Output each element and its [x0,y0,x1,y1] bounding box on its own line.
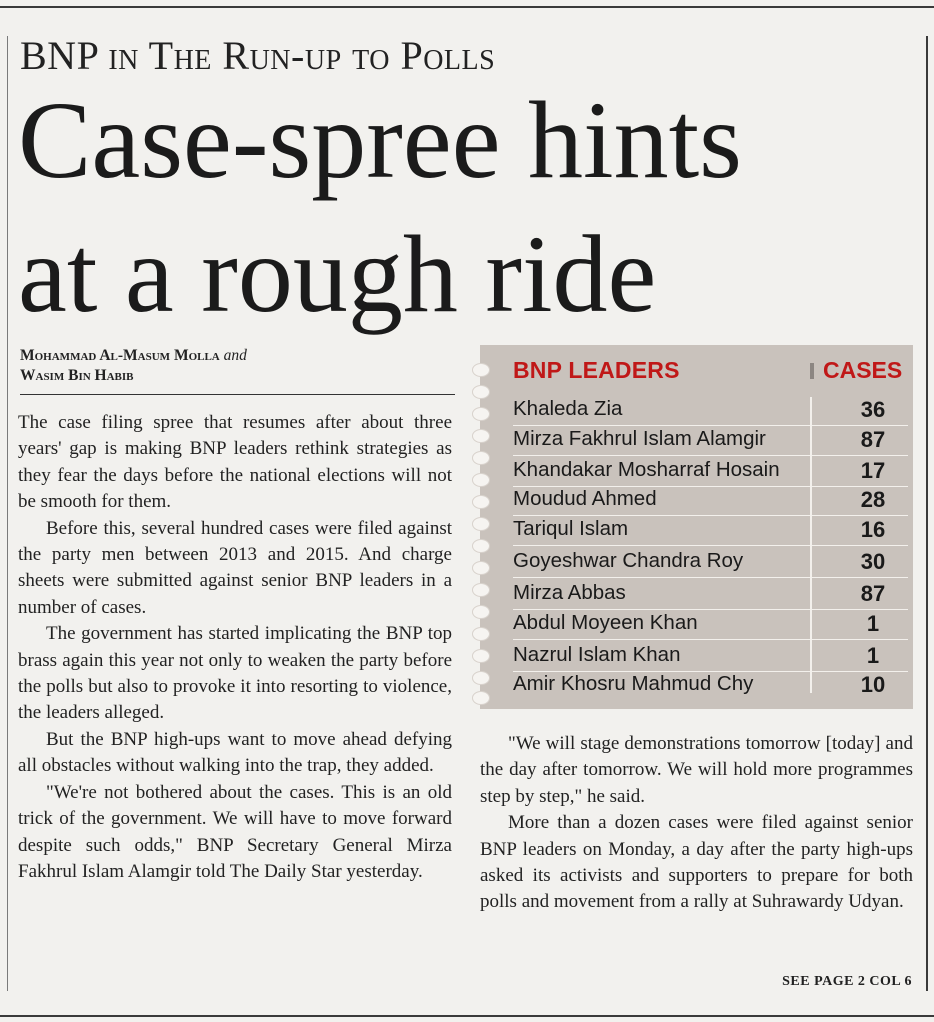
binder-ring-icon [472,363,490,377]
table-row [513,641,908,672]
left-rule [7,36,8,991]
header-divider [810,363,814,379]
binder-ring-icon [472,407,490,421]
cases-table [480,345,913,709]
headline-line-2: at a rough ride [18,213,657,335]
headline-line-1: Case-spree hints [18,79,742,201]
article-left-column [18,410,452,885]
binder-ring-icon [472,429,490,443]
table-header-leaders: BNP LEADERS [513,357,680,383]
table-header-cases: CASES [823,357,903,383]
binder-ring-icon [472,691,490,705]
paragraph-3: The government has started implicating the BNP top brass again this year not only to weaken the party before the polls but also to provoke it into resorting to violence, the leaders alleged. [18,623,452,724]
case-count: 30 [860,549,886,574]
top-rule [0,6,934,8]
leader-name: Khaleda Zia [513,397,623,420]
binder-ring-icon [472,583,490,597]
paragraph-4: But the BNP high-ups want to move ahead defying all obstacles without walking into the trap, they added. [18,728,452,777]
paragraph-7: More than a dozen cases were filed against senior BNP leaders on Monday, a day after the party high-ups asked its activists and supporters to prepare for both polls and movement from a rally at Suhrawardy Udyan. [480,812,913,913]
case-count: 1 [866,643,880,668]
right-rule [926,36,928,991]
case-count: 36 [860,397,886,422]
table-row [513,670,908,700]
see-page-link[interactable]: SEE PAGE 2 COL 6 [782,974,912,989]
paragraph-5: "We're not bothered about the cases. This is an old trick of the government. We will have to move forward despite such odds," BNP Secretary General Mirza Fakhrul Islam Alamgir told The Daily Star yesterday. [18,781,452,882]
byline-author-2: Wasim Bin Habib [20,367,134,384]
binder-ring-icon [472,671,490,685]
case-count: 87 [860,427,886,452]
case-count: 16 [860,517,886,542]
leader-name: Mirza Abbas [513,581,626,604]
leader-name: Goyeshwar Chandra Roy [513,549,744,572]
binder-ring-icon [472,539,490,553]
table-row [513,395,908,426]
leader-name: Mirza Fakhrul Islam Alamgir [513,427,766,450]
leader-name: Amir Khosru Mahmud Chy [513,672,754,695]
article-right-column [480,731,913,916]
binder-ring-icon [472,495,490,509]
case-count: 1 [866,611,880,636]
paragraph-2: Before this, several hundred cases were filed against the party men between 2013 and 2015. And charge sheets were submitted against senior BNP leaders in a number of cases. [18,517,452,618]
case-count: 87 [860,581,886,606]
leader-name: Tariqul Islam [513,517,629,540]
paragraph-6: "We will stage demonstrations tomorrow [today] and the day after tomorrow. We will hold more programmes step by step," he said. [480,733,913,807]
case-count: 28 [860,487,886,512]
table-row [513,579,908,610]
table-row [513,609,908,640]
case-count: 17 [860,458,886,483]
binder-ring-icon [472,561,490,575]
case-count: 10 [860,672,886,697]
table-row [513,485,908,516]
binder-ring-icon [472,385,490,399]
binder-ring-icon [472,627,490,641]
binder-ring-icon [472,517,490,531]
leader-name: Nazrul Islam Khan [513,643,681,666]
table-row [513,456,908,487]
table-row [513,425,908,456]
leader-name: Abdul Moyeen Khan [513,611,698,634]
headline [18,80,742,348]
byline-and: and [223,347,247,364]
kicker: BNP in The Run-up to Polls [20,33,496,78]
binder-ring-icon [472,451,490,465]
bottom-rule [0,1015,934,1017]
leader-name: Moudud Ahmed [513,487,657,510]
binder-ring-icon [472,605,490,619]
byline-author-1: Mohammad Al-Masum Molla [20,347,220,364]
byline [20,346,455,395]
leader-name: Khandakar Mosharraf Hosain [513,458,780,481]
binder-ring-icon [472,649,490,663]
binder-ring-icon [472,473,490,487]
table-row [513,547,908,578]
table-row [513,515,908,546]
paragraph-1: The case filing spree that resumes after about three years' gap is making BNP leaders rethink strategies as they fear the days before the national elections will not be smooth for them. [18,412,452,513]
